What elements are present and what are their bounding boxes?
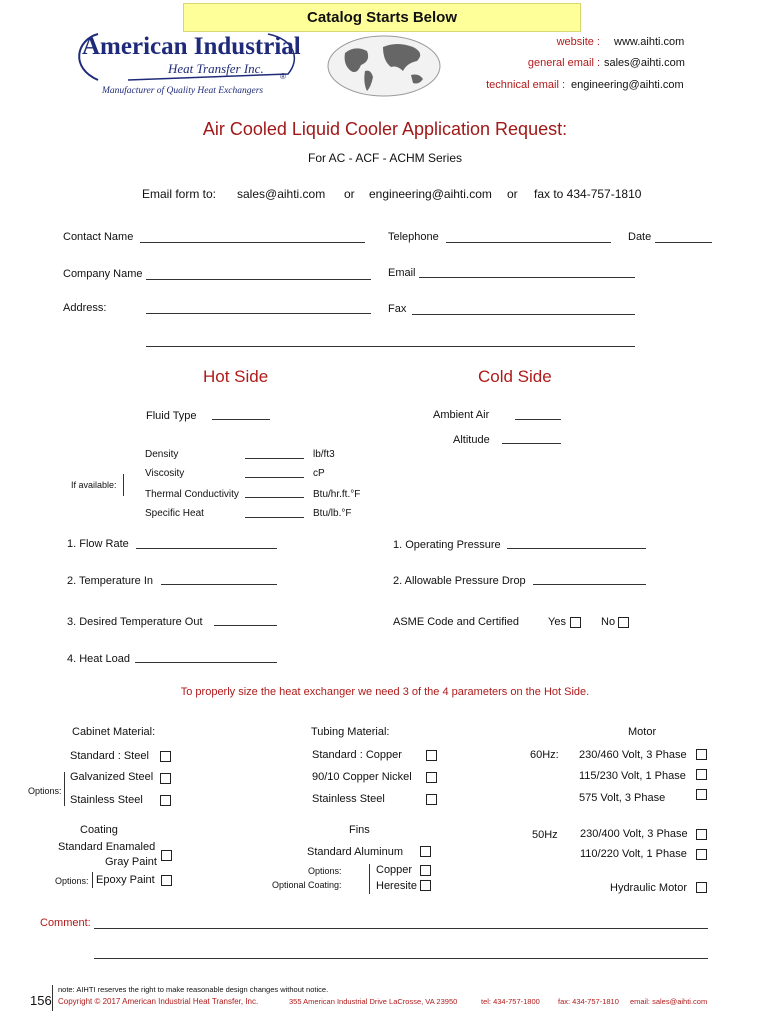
allowable-pressure-drop-label: 2. Allowable Pressure Drop [393, 575, 526, 587]
specific-heat-field[interactable] [245, 517, 304, 518]
coating-heading: Coating [80, 824, 118, 836]
gray-paint-label: Gray Paint [105, 856, 157, 868]
footer-email: email: sales@aihti.com [630, 997, 708, 1006]
flow-rate-field[interactable] [136, 548, 277, 549]
motor-50hz-opt1-label: 230/400 Volt, 3 Phase [580, 828, 688, 840]
motor-60hz-opt1-checkbox[interactable] [696, 749, 707, 760]
motor-60hz-opt2-checkbox[interactable] [696, 769, 707, 780]
viscosity-field[interactable] [245, 477, 304, 478]
desired-temperature-out-field[interactable] [214, 625, 277, 626]
technical-email-link[interactable]: engineering@aihti.com [571, 79, 684, 91]
operating-pressure-field[interactable] [507, 548, 646, 549]
fax-text: fax to 434-757-1810 [534, 187, 642, 201]
address-line-2-field[interactable] [146, 346, 635, 347]
tubing-standard-checkbox[interactable] [426, 750, 437, 761]
fax-label: Fax [388, 303, 407, 315]
footer-fax: fax: 434-757-1810 [558, 997, 619, 1006]
fins-heresite-label: Heresite [376, 880, 417, 892]
footer-divider [52, 985, 53, 1011]
fins-standard-checkbox[interactable] [420, 846, 431, 857]
website-label: website : [556, 36, 600, 48]
motor-60hz-label: 60Hz: [530, 749, 559, 761]
asme-yes-label: Yes [548, 616, 566, 628]
motor-60hz-opt1-label: 230/460 Volt, 3 Phase [579, 749, 687, 761]
logo-tagline: Manufacturer of Quality Heat Exchangers [102, 86, 264, 96]
fluid-type-field[interactable] [212, 419, 270, 420]
catalog-banner: Catalog Starts Below [183, 3, 581, 32]
specific-heat-label: Specific Heat [145, 508, 204, 519]
cabinet-stainless-checkbox[interactable] [160, 795, 171, 806]
tubing-heading: Tubing Material: [311, 726, 390, 738]
asme-no-checkbox[interactable] [618, 617, 629, 628]
tubing-stainless-label: Stainless Steel [312, 793, 385, 805]
email-form-label: Email form to: [142, 187, 217, 201]
company-name-field[interactable] [146, 279, 371, 280]
comment-field-line-2[interactable] [94, 958, 708, 959]
asme-yes-checkbox[interactable] [570, 617, 581, 628]
fins-heresite-checkbox[interactable] [420, 880, 431, 891]
if-available-label: If available: [71, 480, 117, 490]
comment-field[interactable] [94, 928, 708, 929]
footer-tel: tel: 434-757-1800 [481, 997, 540, 1006]
bracket-divider [369, 864, 370, 894]
motor-50hz-opt2-label: 110/220 Volt, 1 Phase [580, 848, 687, 860]
epoxy-paint-label: Epoxy Paint [96, 874, 155, 886]
fins-standard-label: Standard Aluminum [307, 846, 403, 858]
contact-name-field[interactable] [140, 242, 365, 243]
coating-standard-checkbox[interactable] [161, 850, 172, 861]
flow-rate-label: 1. Flow Rate [67, 538, 129, 550]
viscosity-label: Viscosity [145, 468, 185, 479]
cabinet-heading: Cabinet Material: [72, 726, 156, 738]
technical-email-label: technical email : [486, 79, 565, 91]
cabinet-stainless-label: Stainless Steel [70, 794, 143, 806]
altitude-field[interactable] [502, 443, 561, 444]
cabinet-standard-checkbox[interactable] [160, 751, 171, 762]
cabinet-standard-label: Standard : Steel [70, 750, 149, 762]
thermal-conductivity-label: Thermal Conductivity [145, 489, 239, 500]
hot-side-heading: Hot Side [203, 367, 269, 386]
comment-label: Comment: [40, 917, 91, 929]
ambient-air-field[interactable] [515, 419, 561, 420]
coating-options-label: Options: [55, 876, 89, 886]
footer-address: 355 American Industrial Drive LaCrosse, VA 23950 [289, 997, 458, 1006]
or-text: or [507, 187, 518, 201]
motor-50hz-label: 50Hz [532, 829, 558, 841]
density-label: Density [145, 449, 179, 460]
desired-temperature-out-label: 3. Desired Temperature Out [67, 616, 203, 628]
email-engineering-link[interactable]: engineering@aihti.com [369, 187, 492, 201]
coating-standard-label: Standard Enamaled [58, 841, 156, 853]
cold-side-heading: Cold Side [478, 367, 552, 386]
allowable-pressure-drop-field[interactable] [533, 584, 646, 585]
fins-copper-checkbox[interactable] [420, 865, 431, 876]
logo-name: American Industrial [82, 33, 301, 60]
general-email-label: general email : [527, 57, 600, 69]
copper-nickel-checkbox[interactable] [426, 772, 437, 783]
fins-copper-label: Copper [376, 864, 413, 876]
tubing-standard-label: Standard : Copper [312, 749, 402, 761]
address-field[interactable] [146, 313, 371, 314]
or-text: or [344, 187, 355, 201]
galvanized-steel-label: Galvanized Steel [70, 771, 154, 783]
motor-60hz-opt3-checkbox[interactable] [696, 789, 707, 800]
form-title: Air Cooled Liquid Cooler Application Request: [202, 119, 568, 139]
heat-load-field[interactable] [135, 662, 277, 663]
asme-label: ASME Code and Certified [393, 616, 519, 628]
hydraulic-motor-checkbox[interactable] [696, 882, 707, 893]
thermal-conductivity-unit: Btu/hr.ft.°F [313, 489, 361, 500]
density-field[interactable] [245, 458, 304, 459]
footer-copyright: Copyright © 2017 American Industrial Heat Transfer, Inc. [58, 997, 259, 1006]
epoxy-paint-checkbox[interactable] [161, 875, 172, 886]
motor-50hz-opt1-checkbox[interactable] [696, 829, 707, 840]
ambient-air-label: Ambient Air [433, 409, 490, 421]
motor-60hz-opt2-label: 115/230 Volt, 1 Phase [579, 770, 686, 782]
thermal-conductivity-field[interactable] [245, 497, 304, 498]
galvanized-steel-checkbox[interactable] [160, 773, 171, 784]
website-link[interactable]: www.aihti.com [614, 36, 685, 48]
heat-load-label: 4. Heat Load [67, 653, 130, 665]
logo-subtitle: Heat Transfer Inc. [168, 61, 264, 76]
temperature-in-label: 2. Temperature In [67, 575, 154, 587]
bracket-divider [92, 872, 93, 888]
asme-no-label: No [601, 616, 616, 628]
density-unit: lb/ft3 [313, 449, 335, 460]
operating-pressure-label: 1. Operating Pressure [393, 539, 501, 551]
fluid-type-label: Fluid Type [146, 410, 197, 422]
general-email-link[interactable]: sales@aihti.com [604, 57, 685, 69]
tubing-stainless-checkbox[interactable] [426, 794, 437, 805]
page-number: 156 [30, 993, 52, 1008]
motor-60hz-opt3-label: 575 Volt, 3 Phase [579, 792, 666, 804]
hydraulic-motor-label: Hydraulic Motor [610, 882, 688, 894]
fins-options-label: Options: [308, 866, 342, 876]
email-sales-link[interactable]: sales@aihti.com [237, 187, 326, 201]
date-field[interactable] [655, 242, 712, 243]
address-label: Address: [63, 302, 107, 314]
logo-registered: ® [280, 72, 286, 81]
specific-heat-unit: Btu/lb.°F [313, 508, 352, 519]
telephone-field[interactable] [446, 242, 611, 243]
fins-optional-coating-label: Optional Coating: [272, 880, 342, 890]
fins-heading: Fins [349, 824, 370, 836]
motor-50hz-opt2-checkbox[interactable] [696, 849, 707, 860]
altitude-label: Altitude [453, 434, 490, 446]
sizing-note: To properly size the heat exchanger we need 3 of the 4 parameters on the Hot Side. [180, 686, 590, 698]
motor-heading: Motor [628, 726, 657, 738]
footer-note: note: AIHTI reserves the right to make reasonable design changes without notice. [58, 985, 329, 994]
company-name-label: Company Name [63, 268, 143, 280]
temperature-in-field[interactable] [161, 584, 277, 585]
form-subtitle: For AC - ACF - ACHM Series [307, 151, 463, 165]
cabinet-options-label: Options: [28, 786, 62, 796]
world-globe-icon [325, 33, 443, 99]
bracket-divider [64, 772, 65, 806]
bracket-divider [123, 474, 124, 496]
telephone-label: Telephone [388, 231, 439, 243]
email-field[interactable] [419, 277, 635, 278]
viscosity-unit: cP [313, 468, 325, 479]
contact-name-label: Contact Name [63, 231, 134, 243]
date-label: Date [628, 231, 652, 243]
fax-field[interactable] [412, 314, 635, 315]
email-label: Email [388, 267, 416, 279]
copper-nickel-label: 90/10 Copper Nickel [312, 771, 412, 783]
